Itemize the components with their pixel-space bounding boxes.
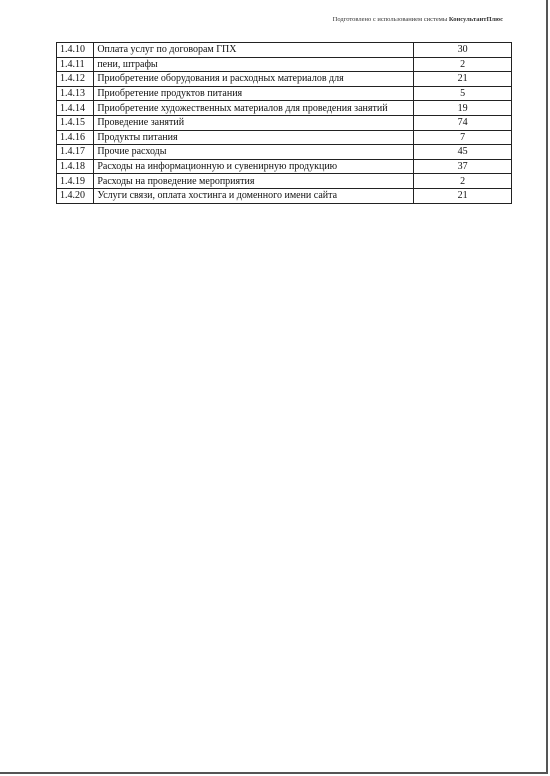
header-note-prefix: Подготовлено с использованием системы [332,16,448,23]
row-value: 21 [414,188,512,203]
row-name: Проведение занятий [94,115,414,130]
table-row [57,101,512,116]
table-row [57,72,512,87]
row-code: 1.4.12 [57,72,94,87]
row-name: Приобретение художественных материалов для проведения занятий [94,101,414,116]
table-row [57,174,512,189]
row-code: 1.4.11 [57,57,94,72]
header-note-brand: КонсультантПлюс [448,16,503,23]
row-value: 19 [414,101,512,116]
table-row [57,145,512,160]
row-name: Прочие расходы [94,145,414,160]
table-row [57,57,512,72]
row-value: 45 [414,145,512,160]
row-name: Расходы на информационную и сувенирную продукцию [94,159,414,174]
row-value: 37 [414,159,512,174]
row-value: 74 [414,115,512,130]
table-row [57,43,512,58]
row-name: пени, штрафы [94,57,414,72]
row-value: 5 [414,86,512,101]
row-name: Расходы на проведение мероприятия [94,174,414,189]
row-name: Услуги связи, оплата хостинга и доменного имени сайта [94,188,414,203]
row-name: Оплата услуг по договорам ГПХ [94,43,414,58]
row-name: Продукты питания [94,130,414,145]
row-code: 1.4.19 [57,174,94,189]
row-value: 21 [414,72,512,87]
row-code: 1.4.20 [57,188,94,203]
row-code: 1.4.15 [57,115,94,130]
header-note [333,16,503,23]
expense-table [56,42,512,204]
table-row [57,115,512,130]
table-row [57,130,512,145]
row-code: 1.4.17 [57,145,94,160]
row-value: 2 [414,174,512,189]
row-value: 7 [414,130,512,145]
row-code: 1.4.10 [57,43,94,58]
row-value: 2 [414,57,512,72]
expense-table-body [57,43,512,204]
row-name: Приобретение оборудования и расходных материалов для [94,72,414,87]
table-row [57,86,512,101]
table-row [57,159,512,174]
row-value: 30 [414,43,512,58]
row-code: 1.4.18 [57,159,94,174]
row-code: 1.4.13 [57,86,94,101]
row-name: Приобретение продуктов питания [94,86,414,101]
row-code: 1.4.16 [57,130,94,145]
table-row [57,188,512,203]
row-code: 1.4.14 [57,101,94,116]
